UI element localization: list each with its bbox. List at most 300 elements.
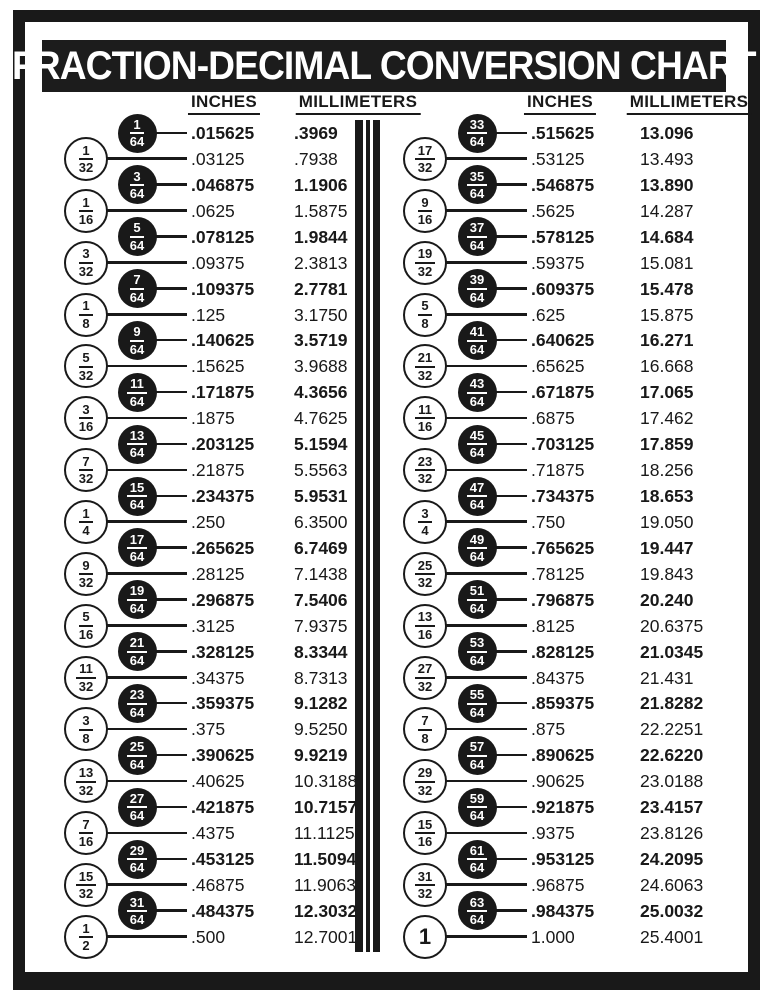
leader-line bbox=[104, 417, 187, 420]
fraction-circle bbox=[458, 217, 497, 256]
fraction-denominator: 64 bbox=[129, 237, 145, 253]
mm-value: 23.4157 bbox=[640, 797, 704, 818]
mm-value: 13.493 bbox=[640, 148, 694, 169]
leader-line bbox=[104, 261, 187, 264]
inches-value: .546875 bbox=[531, 174, 595, 195]
fraction-numerator: 45 bbox=[467, 429, 487, 446]
fraction-circle bbox=[458, 373, 497, 412]
inches-value: .109375 bbox=[191, 278, 255, 299]
mm-value: 15.081 bbox=[640, 252, 694, 273]
fraction-numerator: 1 bbox=[79, 196, 92, 213]
fraction-numerator: 3 bbox=[418, 507, 431, 524]
fraction-circle bbox=[118, 528, 157, 567]
fraction-numerator: 3 bbox=[130, 170, 143, 187]
mm-value: 5.1594 bbox=[294, 434, 348, 455]
leader-line bbox=[153, 235, 188, 238]
fraction-denominator: 8 bbox=[82, 315, 90, 331]
mm-value: 11.5094 bbox=[294, 849, 357, 870]
mm-value: 19.050 bbox=[640, 511, 694, 532]
fraction-numerator: 25 bbox=[127, 740, 147, 757]
fraction-denominator: 16 bbox=[417, 419, 433, 435]
leader-line bbox=[153, 183, 188, 186]
inches-value: .421875 bbox=[191, 797, 255, 818]
mm-value: 5.5563 bbox=[294, 460, 348, 481]
fraction-numerator: 57 bbox=[467, 740, 487, 757]
fraction-circle bbox=[458, 736, 497, 775]
mm-value: 25.4001 bbox=[640, 926, 704, 947]
fraction-denominator: 64 bbox=[469, 393, 485, 409]
table-row bbox=[0, 687, 768, 720]
leader-line bbox=[493, 702, 528, 705]
mm-value: 6.7469 bbox=[294, 537, 348, 558]
inches-value: .234375 bbox=[191, 486, 255, 507]
inches-value: .96875 bbox=[531, 874, 585, 895]
leader-line bbox=[443, 469, 527, 472]
fraction-circle bbox=[118, 632, 157, 671]
fraction-circle bbox=[64, 396, 108, 440]
leader-line bbox=[153, 650, 188, 653]
fraction-denominator: 64 bbox=[129, 652, 145, 668]
inches-value: .15625 bbox=[191, 356, 245, 377]
leader-line bbox=[153, 598, 188, 601]
fraction-numerator: 5 bbox=[418, 299, 431, 316]
fraction-denominator: 16 bbox=[78, 834, 94, 850]
leader-line bbox=[153, 858, 188, 861]
table-row bbox=[0, 739, 768, 772]
inches-value: .140625 bbox=[191, 330, 255, 351]
fraction-numerator: 5 bbox=[79, 610, 92, 627]
fraction-numerator: 29 bbox=[127, 844, 147, 861]
inches-value: .84375 bbox=[531, 667, 585, 688]
inches-value: .03125 bbox=[191, 148, 245, 169]
inches-value: .78125 bbox=[531, 563, 585, 584]
fraction-denominator: 64 bbox=[469, 134, 485, 150]
mm-value: 21.8282 bbox=[640, 693, 704, 714]
table-row bbox=[0, 635, 768, 668]
fraction-denominator: 64 bbox=[469, 704, 485, 720]
leader-line bbox=[443, 157, 527, 160]
fraction-numerator: 7 bbox=[79, 818, 92, 835]
inches-value: .921875 bbox=[531, 797, 595, 818]
fraction-circle bbox=[118, 373, 157, 412]
mm-value: 13.096 bbox=[640, 123, 694, 143]
fraction-numerator: 1 bbox=[130, 118, 143, 135]
leader-line bbox=[493, 183, 528, 186]
fraction-denominator: 64 bbox=[469, 600, 485, 616]
fraction-numerator: 3 bbox=[79, 247, 92, 264]
inches-value: .625 bbox=[531, 304, 566, 325]
fraction-circle bbox=[403, 811, 447, 855]
mm-value: 22.6220 bbox=[640, 745, 704, 766]
mm-value: 17.462 bbox=[640, 408, 694, 429]
fraction-denominator: 32 bbox=[417, 782, 433, 798]
leader-line bbox=[153, 132, 188, 135]
inches-value: .828125 bbox=[531, 641, 595, 662]
fraction-denominator: 64 bbox=[129, 600, 145, 616]
fraction-circle bbox=[403, 396, 447, 440]
fraction-denominator: 32 bbox=[78, 575, 94, 591]
mm-value: .7938 bbox=[294, 148, 338, 169]
fraction-numerator: 19 bbox=[415, 247, 435, 264]
leader-line bbox=[104, 780, 187, 783]
leader-line bbox=[493, 495, 528, 498]
leader-line bbox=[493, 339, 528, 342]
table-row bbox=[0, 272, 768, 305]
inches-value: .359375 bbox=[191, 693, 255, 714]
fraction-numerator: 63 bbox=[467, 896, 487, 913]
inches-value: .40625 bbox=[191, 771, 245, 792]
fraction-denominator: 32 bbox=[417, 263, 433, 279]
fraction-denominator: 64 bbox=[129, 756, 145, 772]
title-bar bbox=[12, 40, 756, 92]
fraction-numerator: 7 bbox=[418, 714, 431, 731]
fraction-denominator: 64 bbox=[469, 237, 485, 253]
mm-value: 17.859 bbox=[640, 434, 694, 455]
leader-line bbox=[493, 909, 528, 912]
mm-value: 19.447 bbox=[640, 537, 694, 558]
leader-line bbox=[443, 624, 527, 627]
fraction-numerator: 13 bbox=[127, 429, 147, 446]
inches-value: .671875 bbox=[531, 382, 595, 403]
fraction-numerator: 19 bbox=[127, 584, 147, 601]
header-millimeters-right: MILLIMETERS bbox=[627, 92, 752, 115]
mm-value: 2.3813 bbox=[294, 252, 348, 273]
fraction-denominator: 8 bbox=[82, 730, 90, 746]
mm-value: 7.1438 bbox=[294, 563, 348, 584]
leader-line bbox=[493, 650, 528, 653]
fraction-circle bbox=[403, 241, 447, 285]
fraction-numerator: 11 bbox=[415, 403, 435, 420]
inches-value: .09375 bbox=[191, 252, 245, 273]
mm-value: 9.9219 bbox=[294, 745, 348, 766]
mm-value: 11.1125 bbox=[294, 823, 355, 844]
fraction-numerator: 5 bbox=[130, 221, 143, 238]
inches-value: .90625 bbox=[531, 771, 585, 792]
fraction-denominator: 64 bbox=[129, 704, 145, 720]
leader-line bbox=[443, 780, 527, 783]
fraction-numerator: 15 bbox=[76, 870, 96, 887]
page-title: FRACTION-DECIMAL CONVERSION CHART bbox=[12, 43, 756, 88]
fraction-denominator: 64 bbox=[469, 912, 485, 928]
leader-line bbox=[153, 702, 188, 705]
leader-line bbox=[443, 728, 527, 731]
inches-value: .609375 bbox=[531, 278, 595, 299]
inches-value: .4375 bbox=[191, 823, 235, 844]
fraction-circle bbox=[403, 293, 447, 337]
mm-value: 10.3188 bbox=[294, 771, 358, 792]
fraction-denominator: 16 bbox=[417, 212, 433, 228]
fraction-denominator: 32 bbox=[78, 160, 94, 176]
fraction-numerator: 25 bbox=[415, 559, 435, 576]
inches-value: .65625 bbox=[531, 356, 585, 377]
fraction-denominator: 32 bbox=[417, 886, 433, 902]
header-inches-right: INCHES bbox=[524, 92, 596, 115]
fraction-circle bbox=[458, 684, 497, 723]
leader-line bbox=[443, 883, 527, 886]
inches-value: .796875 bbox=[531, 589, 595, 610]
leader-line bbox=[104, 209, 187, 212]
mm-value: 14.287 bbox=[640, 200, 694, 221]
leader-line bbox=[104, 572, 187, 575]
fraction-denominator: 64 bbox=[129, 134, 145, 150]
inches-value: .21875 bbox=[191, 460, 245, 481]
leader-line bbox=[493, 858, 528, 861]
fraction-denominator: 64 bbox=[129, 393, 145, 409]
fraction-numerator: 49 bbox=[467, 533, 487, 550]
inches-value: .015625 bbox=[191, 123, 255, 143]
leader-line bbox=[153, 546, 188, 549]
table-row bbox=[0, 894, 768, 928]
fraction-numerator: 23 bbox=[415, 455, 435, 472]
fraction-numerator: 3 bbox=[79, 403, 92, 420]
fraction-circle bbox=[403, 137, 447, 181]
leader-line bbox=[443, 572, 527, 575]
fraction-numerator: 7 bbox=[130, 273, 143, 290]
fraction-numerator: 27 bbox=[415, 662, 435, 679]
fraction-numerator: 61 bbox=[467, 844, 487, 861]
leader-line bbox=[153, 495, 188, 498]
fraction-circle bbox=[403, 915, 447, 959]
inches-value: .53125 bbox=[531, 148, 585, 169]
fraction-circle bbox=[403, 552, 447, 596]
mm-value: 1.1906 bbox=[294, 174, 348, 195]
fraction-circle bbox=[458, 477, 497, 516]
fraction-numerator: 1 bbox=[79, 922, 92, 939]
fraction-circle bbox=[118, 165, 157, 204]
fraction-numerator: 3 bbox=[79, 714, 92, 731]
fraction-numerator: 9 bbox=[130, 325, 143, 342]
fraction-denominator: 64 bbox=[129, 289, 145, 305]
fraction-circle bbox=[458, 840, 497, 879]
fraction-denominator: 64 bbox=[469, 497, 485, 513]
fraction-numerator: 13 bbox=[76, 766, 96, 783]
fraction-denominator: 16 bbox=[417, 626, 433, 642]
fraction-numerator: 9 bbox=[418, 196, 431, 213]
leader-line bbox=[104, 520, 187, 523]
leader-line bbox=[493, 806, 528, 809]
mm-value: 1.9844 bbox=[294, 226, 348, 247]
fraction-denominator: 32 bbox=[417, 575, 433, 591]
inches-value: .640625 bbox=[531, 330, 595, 351]
mm-value: 8.3344 bbox=[294, 641, 348, 662]
leader-line bbox=[104, 624, 187, 627]
inches-value: .71875 bbox=[531, 460, 585, 481]
leader-line bbox=[443, 520, 527, 523]
mm-value: 18.256 bbox=[640, 460, 694, 481]
mm-value: 19.843 bbox=[640, 563, 694, 584]
leader-line bbox=[104, 832, 187, 835]
fraction-circle bbox=[64, 759, 108, 803]
fraction-circle bbox=[64, 552, 108, 596]
fraction-numerator: 39 bbox=[467, 273, 487, 290]
mm-value: 24.6063 bbox=[640, 874, 704, 895]
leader-line bbox=[493, 235, 528, 238]
leader-line bbox=[104, 469, 187, 472]
fraction-numerator: 51 bbox=[467, 584, 487, 601]
fraction-circle bbox=[64, 293, 108, 337]
mm-value: 13.890 bbox=[640, 174, 694, 195]
table-row bbox=[0, 324, 768, 357]
fraction-denominator: 64 bbox=[469, 341, 485, 357]
fraction-numerator: 21 bbox=[415, 351, 435, 368]
inches-value: .875 bbox=[531, 719, 566, 740]
fraction-numerator: 13 bbox=[415, 610, 435, 627]
fraction-denominator: 8 bbox=[421, 730, 429, 746]
fraction-circle bbox=[458, 321, 497, 360]
leader-line bbox=[493, 443, 528, 446]
fraction-circle bbox=[118, 891, 157, 930]
fraction-denominator: 64 bbox=[469, 756, 485, 772]
fraction-circle bbox=[118, 425, 157, 464]
fraction-circle bbox=[118, 840, 157, 879]
fraction-numerator: 33 bbox=[467, 118, 487, 135]
inches-value: .890625 bbox=[531, 745, 595, 766]
fraction-numerator: 9 bbox=[79, 559, 92, 576]
inches-value: .46875 bbox=[191, 874, 245, 895]
fraction-numerator: 55 bbox=[467, 688, 487, 705]
fraction-numerator: 41 bbox=[467, 325, 487, 342]
mm-value: 17.065 bbox=[640, 382, 694, 403]
fraction-denominator: 16 bbox=[78, 626, 94, 642]
fraction-circle bbox=[118, 477, 157, 516]
leader-line bbox=[104, 935, 187, 938]
fraction-numerator: 29 bbox=[415, 766, 435, 783]
leader-line bbox=[493, 754, 528, 757]
fraction-numerator: 1 bbox=[79, 299, 92, 316]
mm-value: 3.1750 bbox=[294, 304, 348, 325]
inches-value: .765625 bbox=[531, 537, 595, 558]
fraction-circle bbox=[64, 863, 108, 907]
mm-value: 7.9375 bbox=[294, 615, 348, 636]
fraction-denominator: 32 bbox=[78, 471, 94, 487]
inches-value: .078125 bbox=[191, 226, 255, 247]
leader-line bbox=[153, 443, 188, 446]
fraction-numerator: 31 bbox=[127, 896, 147, 913]
header-inches-left: INCHES bbox=[188, 92, 260, 115]
inches-value: .5625 bbox=[531, 200, 575, 221]
fraction-denominator: 64 bbox=[129, 445, 145, 461]
mm-value: 25.0032 bbox=[640, 900, 704, 921]
fraction-denominator: 2 bbox=[82, 938, 90, 954]
mm-value: 3.9688 bbox=[294, 356, 348, 377]
fraction-denominator: 32 bbox=[417, 678, 433, 694]
inches-value: .703125 bbox=[531, 434, 595, 455]
mm-value: 20.6375 bbox=[640, 615, 704, 636]
fraction-circle bbox=[64, 241, 108, 285]
mm-value: 15.478 bbox=[640, 278, 694, 299]
leader-line bbox=[153, 909, 188, 912]
leader-line bbox=[104, 728, 187, 731]
mm-value: 4.3656 bbox=[294, 382, 348, 403]
fraction-denominator: 32 bbox=[78, 367, 94, 383]
mm-value: 23.8126 bbox=[640, 823, 704, 844]
inches-value: .125 bbox=[191, 304, 226, 325]
fraction-circle bbox=[64, 448, 108, 492]
inches-value: .9375 bbox=[531, 823, 575, 844]
fraction-numerator: 35 bbox=[467, 170, 487, 187]
inches-value: .3125 bbox=[191, 615, 235, 636]
mm-value: 3.5719 bbox=[294, 330, 348, 351]
fraction-circle bbox=[64, 656, 108, 700]
fraction-circle bbox=[64, 500, 108, 544]
fraction-denominator: 32 bbox=[78, 782, 94, 798]
fraction-circle bbox=[403, 604, 447, 648]
leader-line bbox=[104, 157, 187, 160]
fraction-numerator: 1 bbox=[79, 144, 92, 161]
mm-value: 9.1282 bbox=[294, 693, 348, 714]
mm-value: 1.5875 bbox=[294, 200, 348, 221]
fraction-numerator: 1 bbox=[418, 923, 432, 949]
mm-value: 16.271 bbox=[640, 330, 694, 351]
fraction-numerator: 11 bbox=[76, 662, 96, 679]
mm-value: 7.5406 bbox=[294, 589, 348, 610]
leader-line bbox=[443, 313, 527, 316]
fraction-numerator: 47 bbox=[467, 481, 487, 498]
fraction-denominator: 64 bbox=[129, 549, 145, 565]
leader-line bbox=[443, 676, 527, 679]
fraction-circle bbox=[458, 528, 497, 567]
mm-value: 23.0188 bbox=[640, 771, 704, 792]
fraction-denominator: 64 bbox=[129, 808, 145, 824]
inches-value: 1.000 bbox=[531, 926, 575, 947]
leader-line bbox=[443, 417, 527, 420]
leader-line bbox=[153, 287, 188, 290]
leader-line bbox=[493, 132, 528, 135]
mm-value: 12.7001 bbox=[294, 926, 358, 947]
fraction-numerator: 15 bbox=[415, 818, 435, 835]
mm-value: .3969 bbox=[294, 123, 338, 143]
fraction-circle bbox=[458, 114, 497, 153]
inches-value: .265625 bbox=[191, 537, 255, 558]
inches-value: .515625 bbox=[531, 123, 595, 143]
fraction-denominator: 32 bbox=[78, 263, 94, 279]
mm-value: 21.431 bbox=[640, 667, 694, 688]
fraction-denominator: 64 bbox=[129, 497, 145, 513]
fraction-denominator: 64 bbox=[469, 860, 485, 876]
mm-value: 24.2095 bbox=[640, 849, 704, 870]
fraction-denominator: 64 bbox=[469, 808, 485, 824]
fraction-circle bbox=[118, 269, 157, 308]
inches-value: .0625 bbox=[191, 200, 235, 221]
fraction-circle bbox=[64, 811, 108, 855]
fraction-denominator: 64 bbox=[469, 652, 485, 668]
mm-value: 18.653 bbox=[640, 486, 694, 507]
leader-line bbox=[104, 313, 187, 316]
fraction-numerator: 1 bbox=[79, 507, 92, 524]
fraction-denominator: 64 bbox=[469, 549, 485, 565]
mm-value: 22.2251 bbox=[640, 719, 704, 740]
fraction-circle bbox=[458, 165, 497, 204]
leader-line bbox=[104, 676, 187, 679]
fraction-numerator: 31 bbox=[415, 870, 435, 887]
mm-value: 9.5250 bbox=[294, 719, 348, 740]
mm-value: 5.9531 bbox=[294, 486, 348, 507]
fraction-denominator: 64 bbox=[129, 860, 145, 876]
fraction-numerator: 17 bbox=[127, 533, 147, 550]
leader-line bbox=[443, 209, 527, 212]
fraction-denominator: 32 bbox=[78, 678, 94, 694]
fraction-circle bbox=[64, 189, 108, 233]
inches-value: .750 bbox=[531, 511, 566, 532]
fraction-denominator: 64 bbox=[129, 341, 145, 357]
leader-line bbox=[493, 391, 528, 394]
mm-value: 15.875 bbox=[640, 304, 694, 325]
fraction-denominator: 4 bbox=[421, 523, 429, 539]
fraction-circle bbox=[118, 114, 157, 153]
fraction-circle bbox=[403, 863, 447, 907]
leader-line bbox=[153, 391, 188, 394]
inches-value: .734375 bbox=[531, 486, 595, 507]
